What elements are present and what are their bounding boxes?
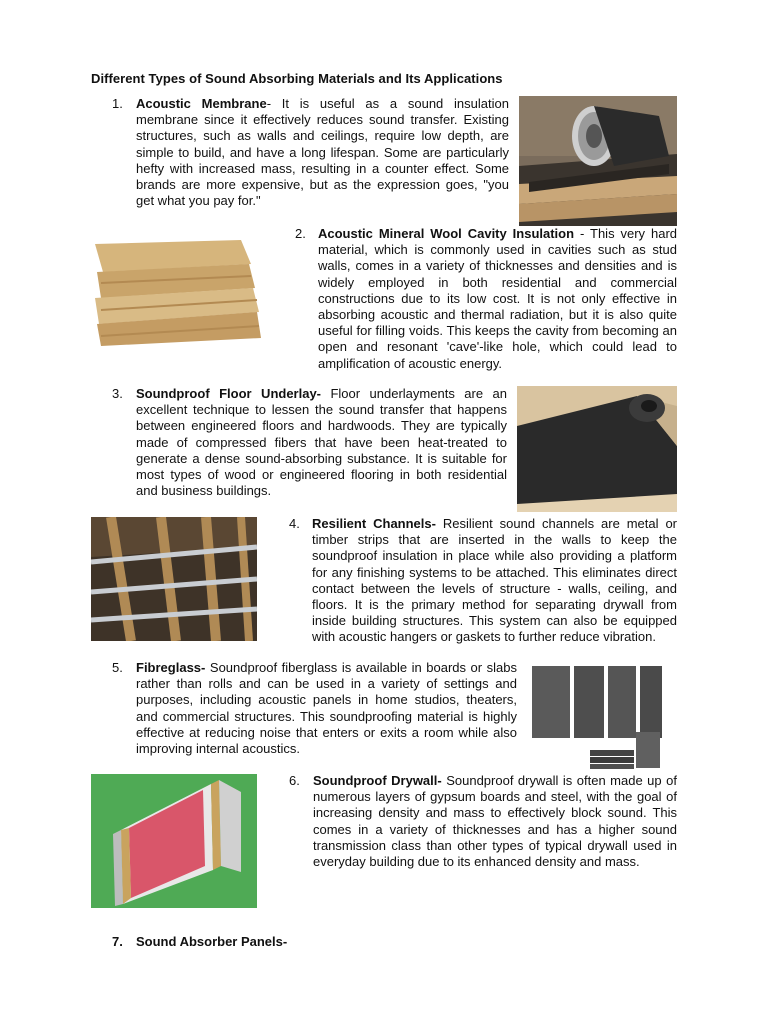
- item-1-number: 1.: [112, 96, 123, 111]
- fiberglass-panels-image: [530, 664, 662, 770]
- item-3-section: [136, 386, 677, 512]
- item-2-heading: Acoustic Mineral Wool Cavity Insulation: [318, 226, 575, 241]
- item-1-text: - It is useful as a sound insulation membrane since it effectively reduces sound transfer. Existing structures, such as walls and ceilings, require low depth, are simple to build, and have a long lifespan. Some are particularly hefty with increased mass, resulting in a counter effect. Some brands are more expensive, but as the expression goes, "you get what you pay for.": [136, 96, 509, 209]
- item-3-number: 3.: [112, 386, 123, 401]
- page-title: Different Types of Sound Absorbing Materials and Its Applications: [91, 71, 503, 86]
- floor-underlay-image: [517, 386, 677, 512]
- item-7-number: 7.: [112, 934, 123, 949]
- item-3-heading: Soundproof Floor Underlay-: [136, 386, 322, 401]
- item-2-number: 2.: [295, 226, 306, 241]
- item-5-number: 5.: [112, 660, 123, 675]
- item-5-text: Soundproof fiberglass is available in boards or slabs rather than rolls and can be used in a variety of settings and purposes, including acoustic panels in home studios, theaters, and commercial structures. This soundproofing material is highly effective at reducing noise that enters or exits a room while also improving internal acoustics.: [136, 660, 517, 757]
- soundproof-drywall-image: [91, 774, 257, 908]
- item-2-section: [136, 226, 677, 372]
- item-6-heading: Soundproof Drywall-: [313, 773, 442, 788]
- item-4-text: Resilient sound channels are metal or timber strips that are inserted in the walls to keep the soundproof insulation in place while also providing a platform for any finishing systems to be attached. This eliminates direct contact between the levels of structure - walls, ceiling, and floors. It is the primary method for separating drywall from inside building structures. This system can also be equipped with acoustic hangers or gaskets to further reduce vibration.: [312, 516, 678, 645]
- item-5-section: [136, 660, 517, 757]
- acoustic-membrane-image: [519, 96, 677, 226]
- item-4-section: [136, 516, 677, 646]
- item-4-number: 4.: [289, 516, 300, 531]
- item-6-number: 6.: [289, 773, 300, 788]
- item-5-heading: Fibreglass-: [136, 660, 206, 675]
- item-3-text: Floor underlayments are an excellent technique to lessen the sound transfer that happens between engineered floors and hardwoods. They are typically made of compressed fibers that have been heat-treated to generate a dense sound-absorbing substance. It is suitable for most types of wood or engineered flooring in both residential and business buildings.: [136, 386, 507, 499]
- item-6-section: [313, 773, 677, 870]
- item-6-text: Soundproof drywall is often made up of numerous layers of gypsum boards and steel, with the goal of increasing density and mass to effectively block sound. This comes in a variety of thicknesses and has a higher sound transmission class than other types of typical drywall used in everyday building due to its enhanced density and mass.: [313, 773, 677, 870]
- item-4-heading: Resilient Channels-: [312, 516, 436, 531]
- item-1-heading: Acoustic Membrane: [136, 96, 267, 111]
- item-7-section: [136, 934, 677, 950]
- item-2-text: - This very hard material, which is commonly used in cavities such as stud walls, comes in a variety of thicknesses and densities and is widely employed in both residential and commercial constructions due to its low cost. It is not only effective in absorbing acoustic and thermal radiation, but it is also quite useful for filling voids. This keeps the cavity from becoming an open and resonant 'cave'-like hole, which could lead to amplification of acoustic energy.: [318, 226, 677, 371]
- item-1-section: [136, 96, 677, 226]
- item-7-heading: Sound Absorber Panels-: [136, 934, 288, 949]
